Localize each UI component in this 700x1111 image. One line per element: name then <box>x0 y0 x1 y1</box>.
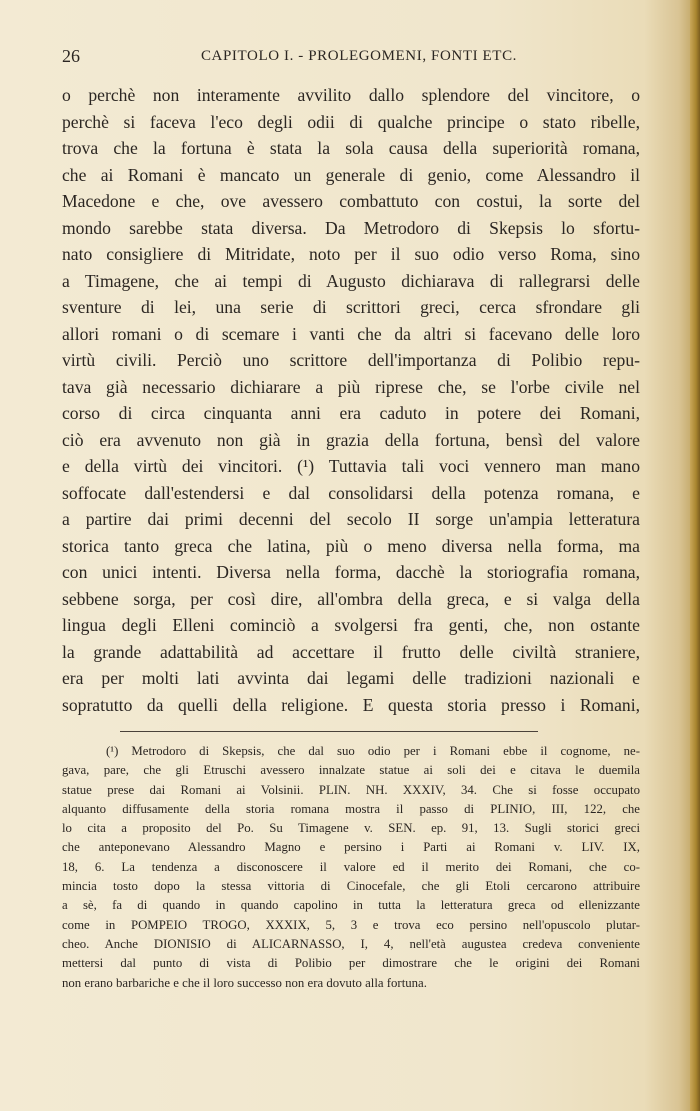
body-text <box>62 82 640 718</box>
body-line: la grande adattabilità ad accettare il frutto delle civiltà straniere, <box>62 641 640 662</box>
body-line: soffocate dall'estendersi e dal consolidarsi della potenza romana, e <box>62 482 640 503</box>
body-line: che ai Romani è mancato un generale di genio, come Alessandro il <box>62 164 640 185</box>
body-line: allori romani o di scemare i vanti che da altri si facevano delle loro <box>62 323 640 344</box>
footnote-line: come in POMPEIO TROGO, XXXIX, 5, 3 e trova eco persino nell'opuscolo plutar- <box>62 917 640 932</box>
body-line: corso di circa cinquanta anni era caduto in potere dei Romani, <box>62 403 640 423</box>
body-line: nato consigliere di Mitridate, noto per il suo odio verso Roma, sino <box>62 244 640 264</box>
body-line: sventure di lei, una serie di scrittori greci, cerca sfrondare gli <box>62 297 640 317</box>
footnote-line: 18, 6. La tendenza a disconoscere il valore ed il merito dei Romani, che co- <box>62 859 640 874</box>
running-head: CAPITOLO I. - PROLEGOMENI, FONTI ETC. <box>200 48 518 64</box>
footnote-divider <box>120 731 538 732</box>
page-edge <box>690 0 700 1111</box>
footnote-line: che anteponevano Alessandro Magno e persino i Parti ai Romani v. LIV. IX, <box>62 840 640 855</box>
body-line: storica tanto greca che latina, più o meno diversa nella forma, ma <box>62 535 640 556</box>
body-line: perchè si faceva l'eco degli odii di qualche principe o stato ribelle, <box>62 111 640 132</box>
footnote-line: mettersi dal punto di vista di Polibio per dimostrare che le origini dei Romani <box>62 956 640 971</box>
body-line: trova che la fortuna è stata la sola causa della superiorità romana, <box>62 138 640 158</box>
footnote-line: gava, pare, che gli Etruschi avessero innalzate statue ai soli dei e citava le duemila <box>62 763 640 778</box>
page-number: 26 <box>62 46 80 66</box>
body-line: a Timagene, che ai tempi di Augusto dichiarava di rallegrarsi delle <box>62 270 640 291</box>
body-line: a partire dai primi decenni del secolo II sorge un'ampia letteratura <box>62 509 640 529</box>
footnote <box>62 742 640 993</box>
body-line: era per molti lati avvinta dai legami delle tradizioni nazionali e <box>62 668 640 688</box>
footnote-line: lo cita a proposito del Po. Su Timagene v. SEN. ep. 91, 13. Sugli storici greci <box>62 821 640 836</box>
body-line: con unici intenti. Diversa nella forma, dacchè la storiografia romana, <box>62 562 640 582</box>
footnote-line: (¹) Metrodoro di Skepsis, che dal suo odio per i Romani ebbe il cognome, ne- <box>106 744 640 758</box>
body-line: tava già necessario dichiarare a più riprese che, se l'orbe civile nel <box>62 376 640 397</box>
body-line: ciò era avvenuto non già in grazia della fortuna, bensì del valore <box>62 429 640 450</box>
footnote-line: mincia tosto dopo la stessa vittoria di Cinocefale, che gli Etoli cercarono attribuire <box>62 879 640 894</box>
page-header <box>62 46 640 68</box>
body-line: e della virtù dei vincitori. (¹) Tuttavia tali voci vennero man mano <box>62 456 640 476</box>
footnote-line: statue prese dai Romani ai Volsinii. PLIN. NH. XXXIV, 34. Che si fosse occupato <box>62 782 640 797</box>
body-line: mondo sarebbe stata diversa. Da Metrodoro di Skepsis lo sfortu- <box>62 217 640 238</box>
body-line: o perchè non interamente avvilito dallo splendore del vincitore, o <box>62 85 640 105</box>
footnote-line: cheo. Anche DIONISIO di ALICARNASSO, I, 4, nell'età augustea credeva conveniente <box>62 936 640 951</box>
body-line: lingua degli Elleni cominciò a svolgersi fra genti, che, non ostante <box>62 615 640 635</box>
footnote-line: non erano barbariche e che il loro successo non era dovuto alla fortuna. <box>62 975 427 990</box>
footnote-line: a sè, fa di quando in quando capolino in tutta la letteratura greca od ellenizzante <box>62 898 640 913</box>
body-line: virtù civili. Perciò uno scrittore dell'importanza di Polibio repu- <box>62 350 640 370</box>
body-line: Macedone e che, ove avessero combattuto con costui, la sorte del <box>62 191 640 211</box>
footnote-line: alquanto diffusamente della storia romana mostra il passo di PLINIO, III, 122, che <box>62 801 640 816</box>
body-line: sebbene sorga, per così dire, all'ombra della greca, e si valga della <box>62 588 640 609</box>
body-line: sopratutto da quelli della religione. E questa storia presso i Romani, <box>62 694 640 715</box>
